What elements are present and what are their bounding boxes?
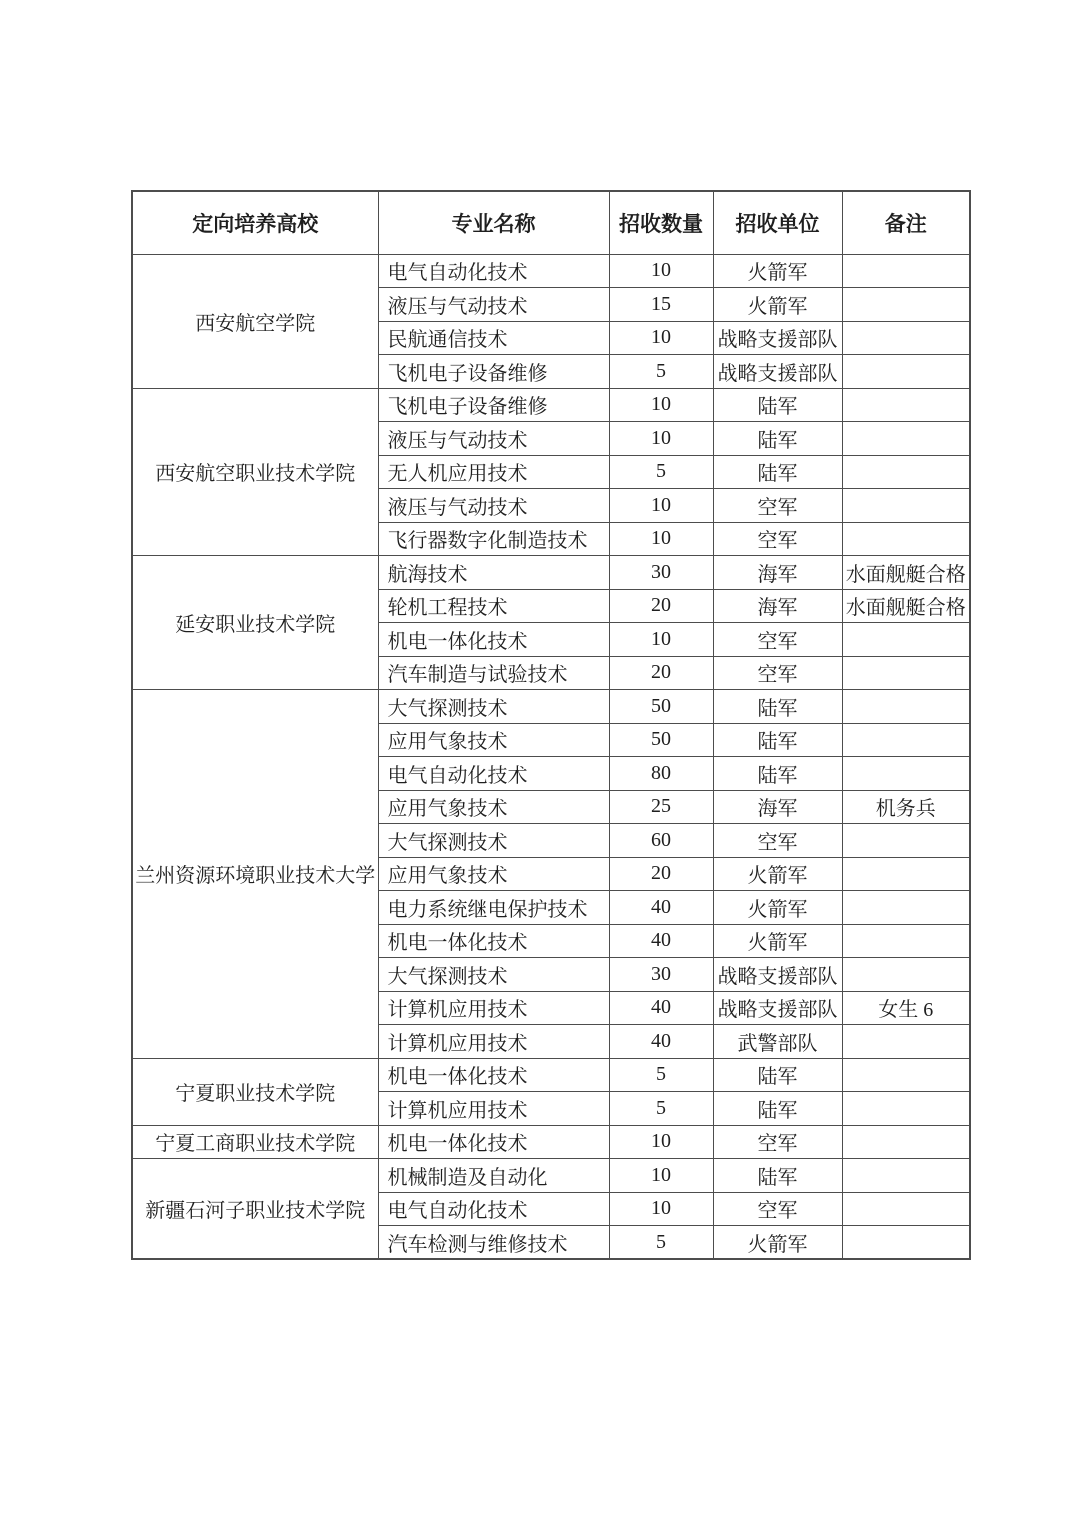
count-cell: 40 bbox=[609, 1025, 713, 1059]
header-unit: 招收单位 bbox=[713, 191, 842, 254]
table-row bbox=[132, 1159, 970, 1193]
count-cell: 10 bbox=[609, 321, 713, 355]
remark-cell bbox=[842, 824, 970, 858]
unit-cell: 陆军 bbox=[713, 1092, 842, 1126]
remark-cell bbox=[842, 958, 970, 992]
major-cell: 大气探测技术 bbox=[378, 958, 609, 992]
major-cell: 计算机应用技术 bbox=[378, 1025, 609, 1059]
college-cell: 新疆石河子职业技术学院 bbox=[132, 1159, 378, 1260]
remark-cell: 水面舰艇合格 bbox=[842, 556, 970, 590]
count-cell: 20 bbox=[609, 589, 713, 623]
remark-cell bbox=[842, 757, 970, 791]
remark-cell bbox=[842, 455, 970, 489]
unit-cell: 空军 bbox=[713, 522, 842, 556]
count-cell: 5 bbox=[609, 1092, 713, 1126]
major-cell: 飞行器数字化制造技术 bbox=[378, 522, 609, 556]
major-cell: 电气自动化技术 bbox=[378, 1192, 609, 1226]
count-cell: 5 bbox=[609, 455, 713, 489]
unit-cell: 战略支援部队 bbox=[713, 355, 842, 389]
major-cell: 机械制造及自动化 bbox=[378, 1159, 609, 1193]
remark-cell bbox=[842, 355, 970, 389]
unit-cell: 火箭军 bbox=[713, 924, 842, 958]
table-row bbox=[132, 254, 970, 288]
count-cell: 50 bbox=[609, 723, 713, 757]
count-cell: 5 bbox=[609, 1058, 713, 1092]
unit-cell: 火箭军 bbox=[713, 891, 842, 925]
unit-cell: 火箭军 bbox=[713, 254, 842, 288]
table-row bbox=[132, 1058, 970, 1092]
major-cell: 电气自动化技术 bbox=[378, 254, 609, 288]
count-cell: 40 bbox=[609, 924, 713, 958]
count-cell: 5 bbox=[609, 355, 713, 389]
college-cell: 宁夏职业技术学院 bbox=[132, 1058, 378, 1125]
remark-cell bbox=[842, 422, 970, 456]
unit-cell: 陆军 bbox=[713, 723, 842, 757]
remark-cell bbox=[842, 656, 970, 690]
major-cell: 汽车检测与维修技术 bbox=[378, 1226, 609, 1260]
college-cell: 西安航空职业技术学院 bbox=[132, 388, 378, 556]
unit-cell: 战略支援部队 bbox=[713, 321, 842, 355]
unit-cell: 陆军 bbox=[713, 1058, 842, 1092]
unit-cell: 海军 bbox=[713, 790, 842, 824]
remark-cell bbox=[842, 1226, 970, 1260]
unit-cell: 火箭军 bbox=[713, 857, 842, 891]
count-cell: 80 bbox=[609, 757, 713, 791]
unit-cell: 空军 bbox=[713, 1125, 842, 1159]
major-cell: 液压与气动技术 bbox=[378, 422, 609, 456]
count-cell: 40 bbox=[609, 991, 713, 1025]
unit-cell: 空军 bbox=[713, 656, 842, 690]
count-cell: 40 bbox=[609, 891, 713, 925]
table-row bbox=[132, 556, 970, 590]
major-cell: 轮机工程技术 bbox=[378, 589, 609, 623]
count-cell: 10 bbox=[609, 254, 713, 288]
college-cell: 宁夏工商职业技术学院 bbox=[132, 1125, 378, 1159]
unit-cell: 陆军 bbox=[713, 455, 842, 489]
major-cell: 应用气象技术 bbox=[378, 723, 609, 757]
remark-cell bbox=[842, 321, 970, 355]
remark-cell bbox=[842, 891, 970, 925]
major-cell: 大气探测技术 bbox=[378, 824, 609, 858]
unit-cell: 空军 bbox=[713, 1192, 842, 1226]
college-cell: 兰州资源环境职业技术大学 bbox=[132, 690, 378, 1059]
college-cell: 延安职业技术学院 bbox=[132, 556, 378, 690]
remark-cell bbox=[842, 1159, 970, 1193]
remark-cell bbox=[842, 254, 970, 288]
header-major: 专业名称 bbox=[378, 191, 609, 254]
recruitment-table bbox=[131, 190, 971, 1260]
header-remark: 备注 bbox=[842, 191, 970, 254]
count-cell: 30 bbox=[609, 556, 713, 590]
remark-cell bbox=[842, 1025, 970, 1059]
header-count: 招收数量 bbox=[609, 191, 713, 254]
major-cell: 应用气象技术 bbox=[378, 857, 609, 891]
major-cell: 计算机应用技术 bbox=[378, 1092, 609, 1126]
major-cell: 机电一体化技术 bbox=[378, 623, 609, 657]
remark-cell bbox=[842, 1058, 970, 1092]
unit-cell: 空军 bbox=[713, 824, 842, 858]
count-cell: 20 bbox=[609, 857, 713, 891]
remark-cell bbox=[842, 288, 970, 322]
remark-cell: 水面舰艇合格 bbox=[842, 589, 970, 623]
remark-cell bbox=[842, 1192, 970, 1226]
major-cell: 无人机应用技术 bbox=[378, 455, 609, 489]
major-cell: 飞机电子设备维修 bbox=[378, 355, 609, 389]
count-cell: 60 bbox=[609, 824, 713, 858]
count-cell: 15 bbox=[609, 288, 713, 322]
unit-cell: 海军 bbox=[713, 556, 842, 590]
major-cell: 航海技术 bbox=[378, 556, 609, 590]
unit-cell: 空军 bbox=[713, 623, 842, 657]
major-cell: 电气自动化技术 bbox=[378, 757, 609, 791]
college-cell: 西安航空学院 bbox=[132, 254, 378, 388]
remark-cell bbox=[842, 723, 970, 757]
major-cell: 飞机电子设备维修 bbox=[378, 388, 609, 422]
major-cell: 机电一体化技术 bbox=[378, 924, 609, 958]
major-cell: 应用气象技术 bbox=[378, 790, 609, 824]
count-cell: 10 bbox=[609, 623, 713, 657]
count-cell: 10 bbox=[609, 1192, 713, 1226]
count-cell: 10 bbox=[609, 422, 713, 456]
unit-cell: 空军 bbox=[713, 489, 842, 523]
remark-cell bbox=[842, 1125, 970, 1159]
remark-cell bbox=[842, 522, 970, 556]
remark-cell bbox=[842, 690, 970, 724]
major-cell: 大气探测技术 bbox=[378, 690, 609, 724]
unit-cell: 陆军 bbox=[713, 1159, 842, 1193]
remark-cell: 机务兵 bbox=[842, 790, 970, 824]
unit-cell: 战略支援部队 bbox=[713, 958, 842, 992]
remark-cell: 女生 6 bbox=[842, 991, 970, 1025]
unit-cell: 陆军 bbox=[713, 690, 842, 724]
remark-cell bbox=[842, 489, 970, 523]
major-cell: 电力系统继电保护技术 bbox=[378, 891, 609, 925]
table-header-row bbox=[132, 191, 970, 254]
count-cell: 10 bbox=[609, 489, 713, 523]
major-cell: 液压与气动技术 bbox=[378, 489, 609, 523]
table-row bbox=[132, 690, 970, 724]
unit-cell: 战略支援部队 bbox=[713, 991, 842, 1025]
count-cell: 25 bbox=[609, 790, 713, 824]
count-cell: 5 bbox=[609, 1226, 713, 1260]
unit-cell: 海军 bbox=[713, 589, 842, 623]
unit-cell: 陆军 bbox=[713, 757, 842, 791]
major-cell: 液压与气动技术 bbox=[378, 288, 609, 322]
unit-cell: 武警部队 bbox=[713, 1025, 842, 1059]
unit-cell: 陆军 bbox=[713, 388, 842, 422]
unit-cell: 火箭军 bbox=[713, 1226, 842, 1260]
count-cell: 50 bbox=[609, 690, 713, 724]
count-cell: 30 bbox=[609, 958, 713, 992]
remark-cell bbox=[842, 1092, 970, 1126]
count-cell: 20 bbox=[609, 656, 713, 690]
remark-cell bbox=[842, 924, 970, 958]
major-cell: 民航通信技术 bbox=[378, 321, 609, 355]
major-cell: 计算机应用技术 bbox=[378, 991, 609, 1025]
remark-cell bbox=[842, 857, 970, 891]
table-row bbox=[132, 388, 970, 422]
unit-cell: 陆军 bbox=[713, 422, 842, 456]
remark-cell bbox=[842, 623, 970, 657]
remark-cell bbox=[842, 388, 970, 422]
count-cell: 10 bbox=[609, 1159, 713, 1193]
major-cell: 汽车制造与试验技术 bbox=[378, 656, 609, 690]
major-cell: 机电一体化技术 bbox=[378, 1125, 609, 1159]
table-body bbox=[132, 254, 970, 1259]
major-cell: 机电一体化技术 bbox=[378, 1058, 609, 1092]
header-college: 定向培养高校 bbox=[132, 191, 378, 254]
count-cell: 10 bbox=[609, 1125, 713, 1159]
table-row bbox=[132, 1125, 970, 1159]
count-cell: 10 bbox=[609, 388, 713, 422]
count-cell: 10 bbox=[609, 522, 713, 556]
unit-cell: 火箭军 bbox=[713, 288, 842, 322]
